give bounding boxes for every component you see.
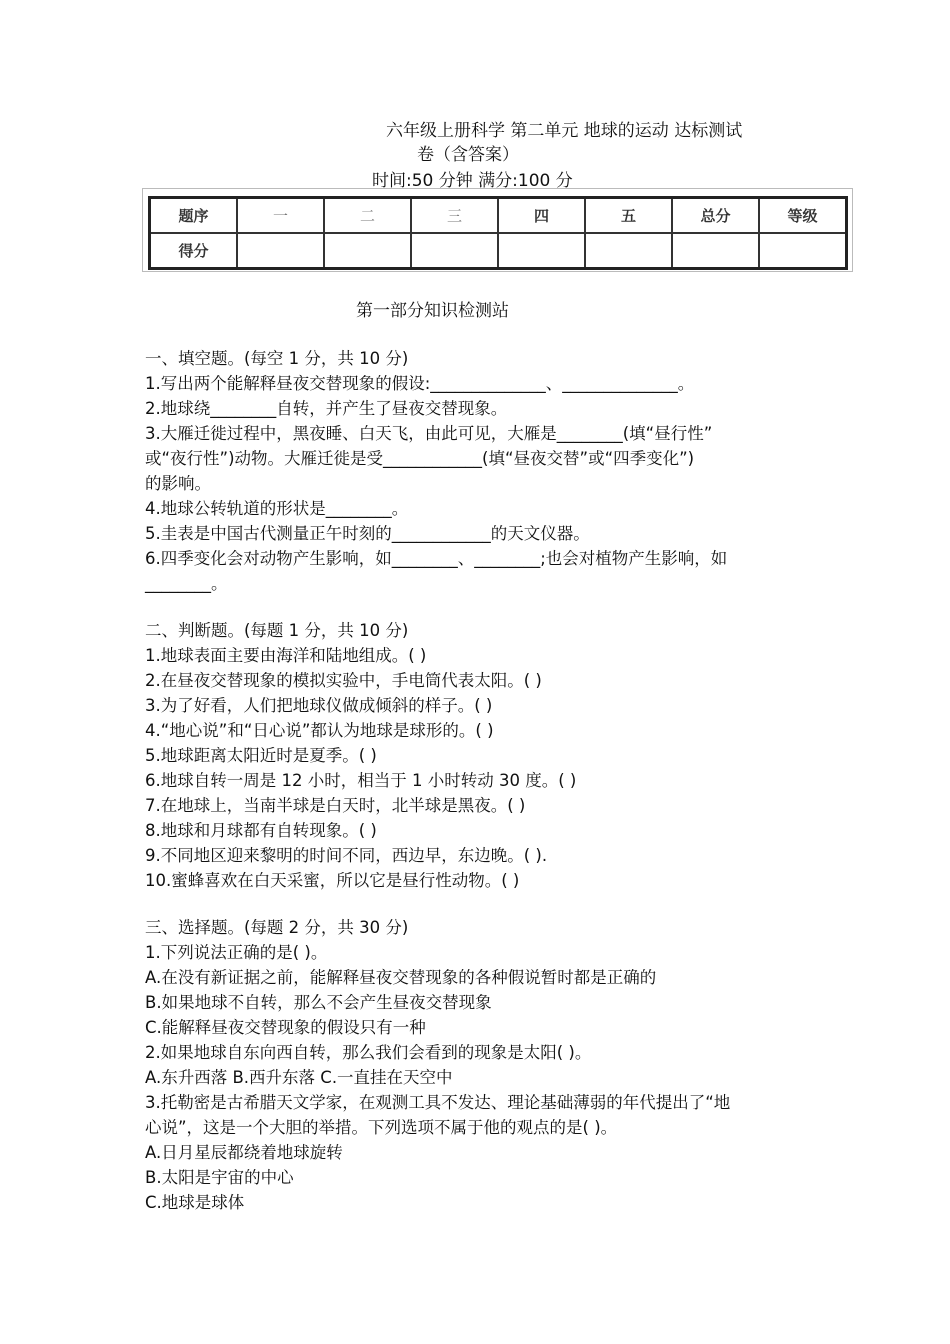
- score-header-cell: 等级: [759, 198, 847, 234]
- score-header-cell: 题序: [150, 198, 238, 234]
- score-header-cell: 二: [324, 198, 411, 234]
- question-line: 或“夜行性”)动物。大雁迁徙是受____________(填“昼夜交替”或“四季变化”): [145, 449, 695, 468]
- question-line: 10.蜜蜂喜欢在白天采蜜，所以它是昼行性动物。( ): [145, 871, 520, 890]
- score-input-cell[interactable]: [498, 233, 585, 269]
- score-header-cell: 五: [585, 198, 672, 234]
- question-line: 8.地球和月球都有自转现象。( ): [145, 821, 377, 840]
- question-line: 心说”，这是一个大胆的举措。下列选项不属于他的观点的是( )。: [145, 1118, 618, 1137]
- section-heading-fill-blank: 一、填空题。(每空 1 分，共 10 分): [145, 349, 409, 368]
- score-input-cell[interactable]: [585, 233, 672, 269]
- question-line: 1.地球表面主要由海洋和陆地组成。( ): [145, 646, 427, 665]
- option-line: B.如果地球不自转，那么不会产生昼夜交替现象: [145, 993, 492, 1012]
- exam-title-line2: 卷（含答案）: [417, 145, 519, 165]
- score-input-cell[interactable]: [411, 233, 498, 269]
- question-line: ________。: [145, 574, 228, 593]
- score-input-cell[interactable]: [672, 233, 759, 269]
- question-line: 2.在昼夜交替现象的模拟实验中，手电筒代表太阳。( ): [145, 671, 542, 690]
- question-line: 2.如果地球自东向西自转，那么我们会看到的现象是太阳( )。: [145, 1043, 592, 1062]
- score-header-cell: 一: [237, 198, 324, 234]
- option-line: A.日月星辰都绕着地球旋转: [145, 1143, 343, 1162]
- question-line: 1.写出两个能解释昼夜交替现象的假设:______________、______________。: [145, 374, 695, 393]
- question-line: 5.圭表是中国古代测量正午时刻的____________的天文仪器。: [145, 524, 590, 543]
- question-line: 1.下列说法正确的是( )。: [145, 943, 328, 962]
- question-line: 7.在地球上，当南半球是白天时，北半球是黑夜。( ): [145, 796, 526, 815]
- question-line: 9.不同地区迎来黎明的时间不同，西边早，东边晚。( ).: [145, 846, 548, 865]
- option-line: A.东升西落 B.西升东落 C.一直挂在天空中: [145, 1068, 453, 1087]
- question-line: 2.地球绕________自转，并产生了昼夜交替现象。: [145, 399, 508, 418]
- question-line: 4.地球公转轨道的形状是________。: [145, 499, 409, 518]
- exam-title-line1: 六年级上册科学 第二单元 地球的运动 达标测试: [386, 121, 743, 141]
- score-input-cell[interactable]: [759, 233, 847, 269]
- score-input-cell[interactable]: [237, 233, 324, 269]
- section-heading-true-false: 二、判断题。(每题 1 分，共 10 分): [145, 621, 409, 640]
- score-header-cell: 总分: [672, 198, 759, 234]
- option-line: B.太阳是宇宙的中心: [145, 1168, 294, 1187]
- question-line: 5.地球距离太阳近时是夏季。( ): [145, 746, 377, 765]
- part-title: 第一部分知识检测站: [356, 301, 509, 321]
- question-line: 3.为了好看，人们把地球仪做成倾斜的样子。( ): [145, 696, 493, 715]
- option-line: C.地球是球体: [145, 1193, 245, 1212]
- score-header-cell: 三: [411, 198, 498, 234]
- score-table-header-row: [150, 198, 847, 234]
- section-heading-multiple-choice: 三、选择题。(每题 2 分，共 30 分): [145, 918, 409, 937]
- score-header-cell: 四: [498, 198, 585, 234]
- question-line: 6.地球自转一周是 12 小时，相当于 1 小时转动 30 度。( ): [145, 771, 577, 790]
- question-line: 3.托勒密是古希腊天文学家，在观测工具不发达、理论基础薄弱的年代提出了“地: [145, 1093, 731, 1112]
- question-line: 3.大雁迁徙过程中，黑夜睡、白天飞，由此可见，大雁是________(填“昼行性”: [145, 424, 713, 443]
- question-line: 6.四季变化会对动物产生影响，如________、________;也会对植物产生影响，如: [145, 549, 728, 568]
- question-line: 4.“地心说”和“日心说”都认为地球是球形的。( ): [145, 721, 494, 740]
- option-line: A.在没有新证据之前，能解释昼夜交替现象的各种假说暂时都是正确的: [145, 968, 657, 987]
- score-input-cell[interactable]: [324, 233, 411, 269]
- exam-time-info: 时间:50 分钟 满分:100 分: [372, 171, 573, 191]
- option-line: C.能解释昼夜交替现象的假设只有一种: [145, 1018, 426, 1037]
- score-table: [148, 196, 848, 270]
- score-row-label: 得分: [150, 233, 238, 269]
- question-line: 的影响。: [145, 474, 211, 493]
- score-table-score-row: [150, 233, 847, 269]
